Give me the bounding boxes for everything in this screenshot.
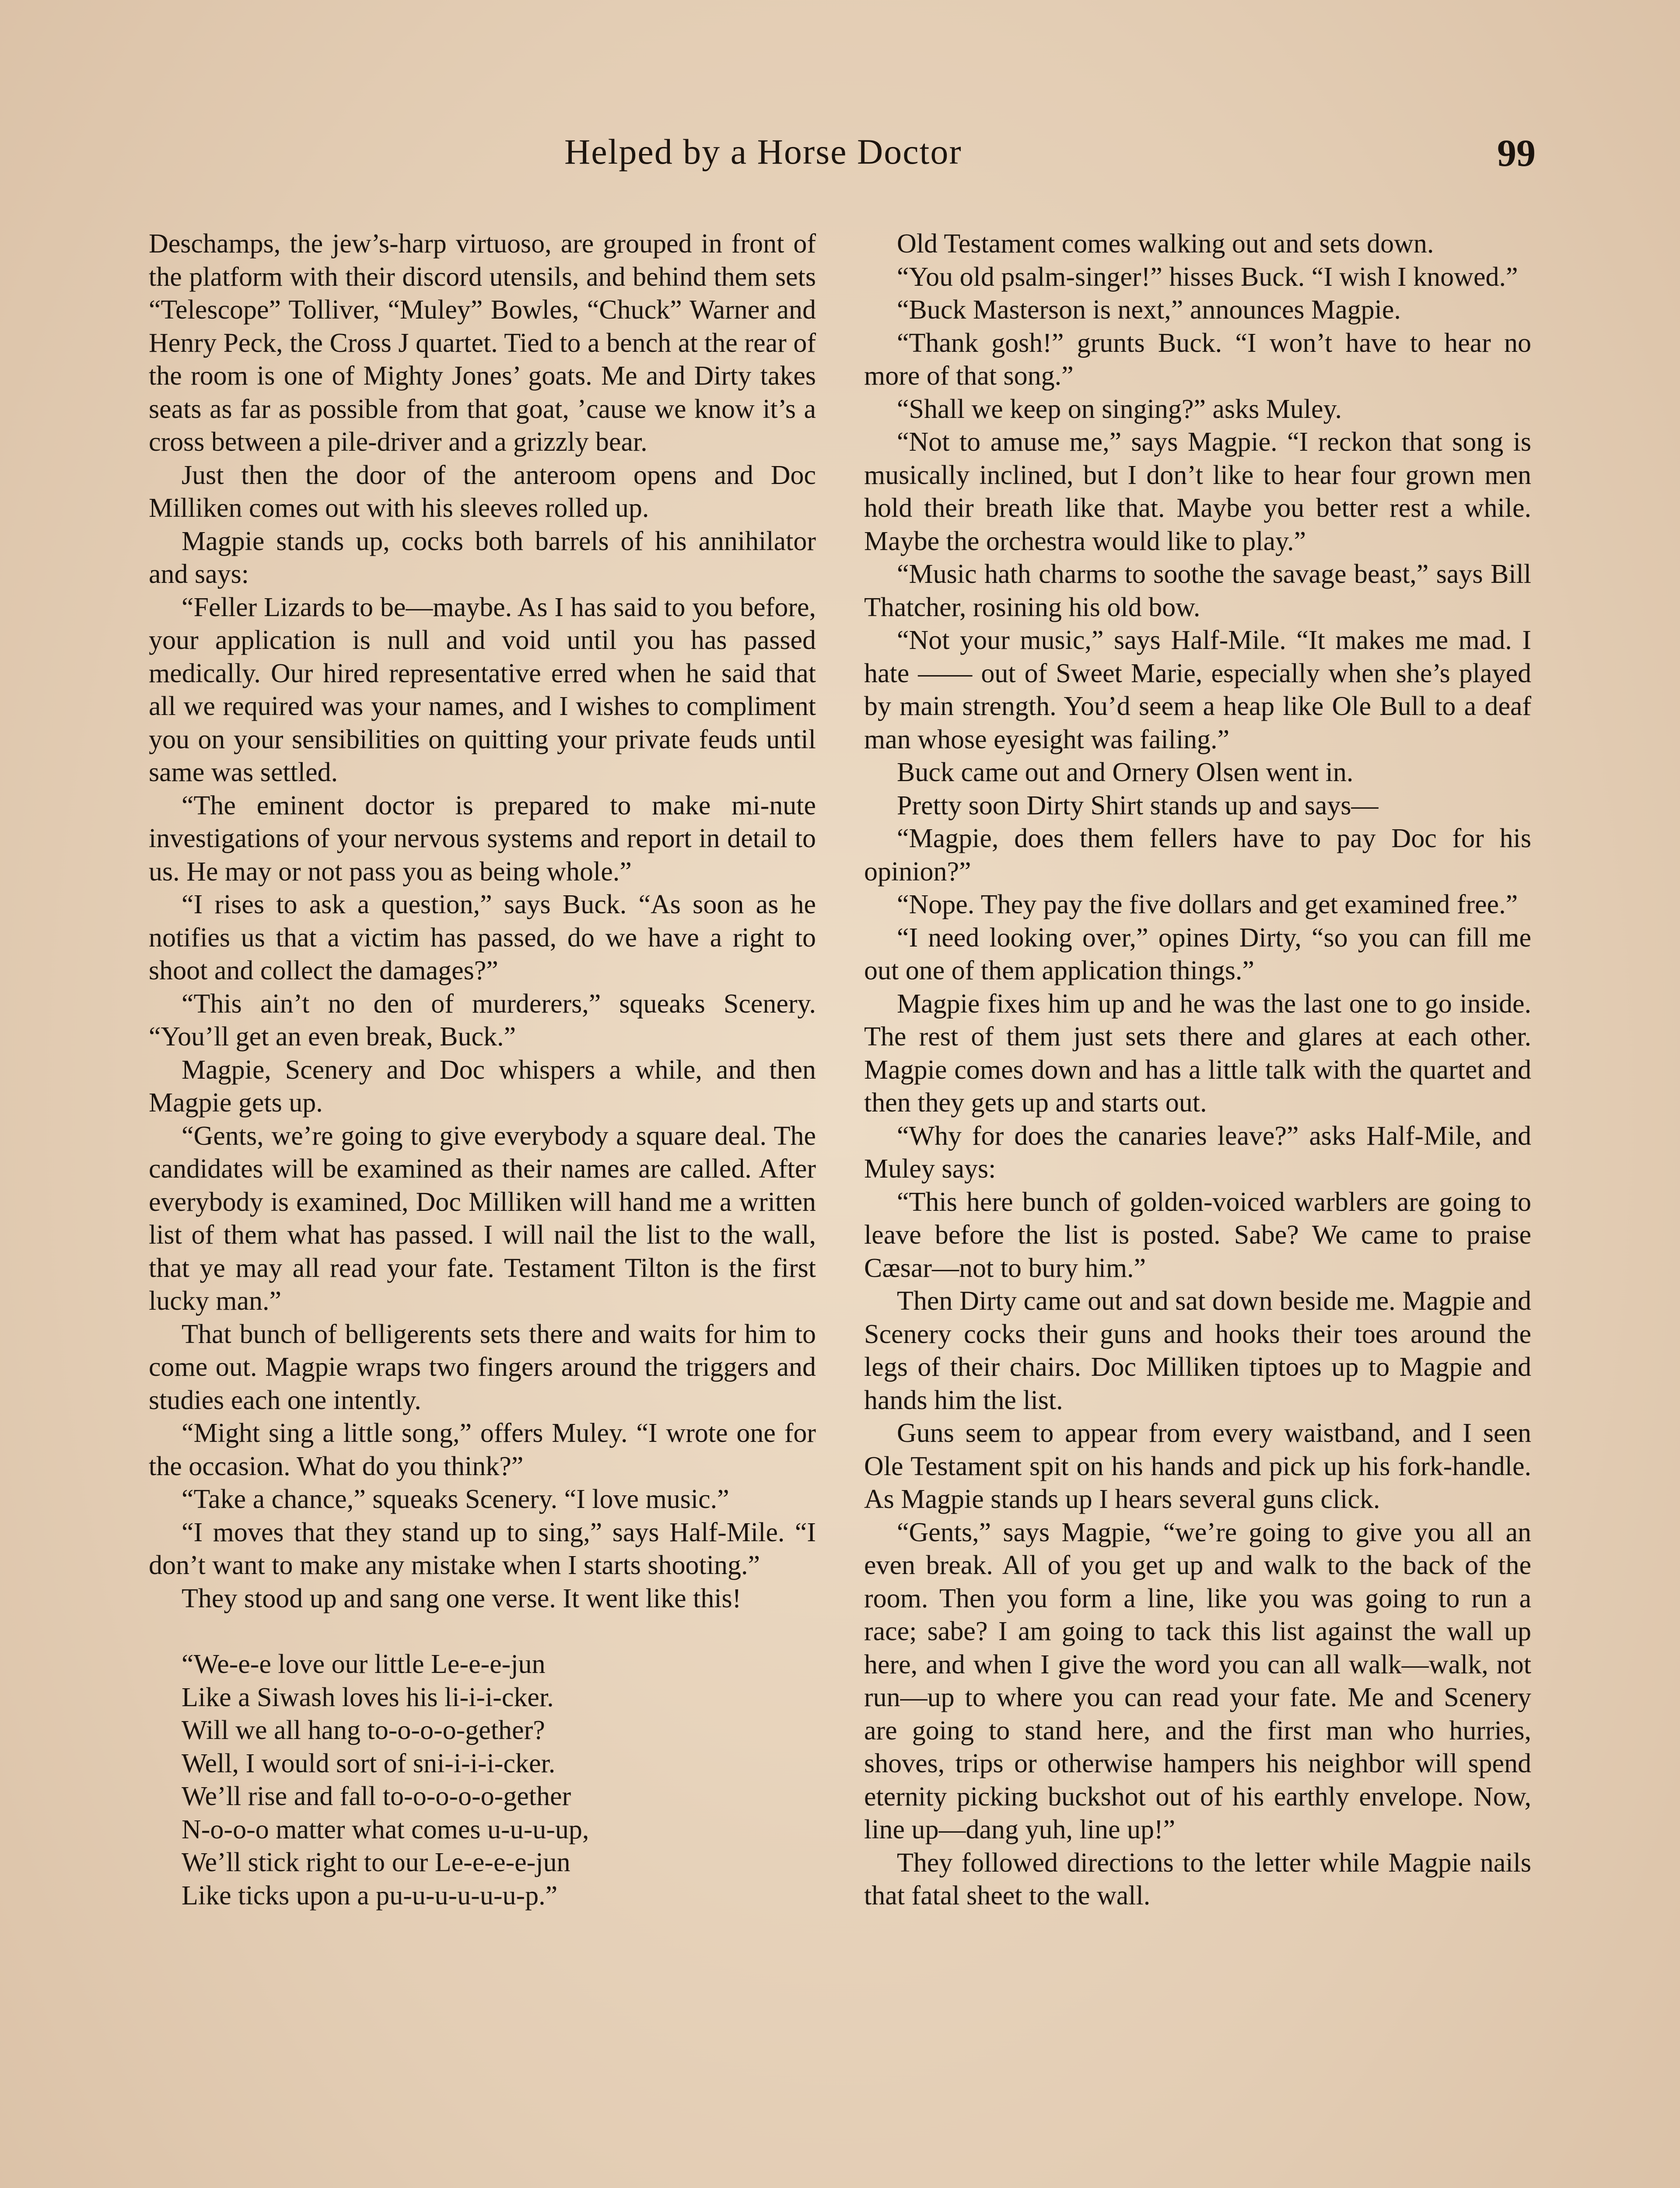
paragraph: “Magpie, does them fellers have to pay Doc for his opinion?”: [864, 824, 1531, 887]
paragraph: “Not to amuse me,” says Magpie. “I reckon that song is musically inclined, but I don’t like to hear four grown men hold their breath like that. Maybe you better rest a while. Maybe the orchestra would like to play.”: [864, 427, 1531, 556]
paragraph: “The eminent doctor is prepared to make mi-nute investigations of your nervous systems and report in detail to us. He may or not pass you as being whole.”: [149, 790, 816, 887]
paragraph: “I moves that they stand up to sing,” says Half-Mile. “I don’t want to make any mistake when I starts shooting.”: [149, 1517, 816, 1580]
paragraph: “Thank gosh!” grunts Buck. “I won’t have to hear no more of that song.”: [864, 328, 1531, 391]
right-column: [864, 228, 1531, 1913]
paragraph: Then Dirty came out and sat down beside me. Magpie and Scenery cocks their guns and hooks their toes around the legs of their chairs. Doc Milliken tiptoes up to Magpie and hands him the list.: [864, 1286, 1531, 1415]
verse-line: Like ticks upon a pu-u-u-u-u-u-p.”: [182, 1880, 558, 1911]
verse-line: Like a Siwash loves his li-i-i-cker.: [182, 1682, 554, 1712]
paragraph: They followed directions to the letter while Magpie nails that fatal sheet to the wall.: [864, 1848, 1531, 1911]
paragraph: Magpie stands up, cocks both barrels of his annihilator and says:: [149, 526, 816, 589]
paragraph: Pretty soon Dirty Shirt stands up and says—: [897, 790, 1379, 820]
paragraph: “I rises to ask a question,” says Buck. “As soon as he notifies us that a victim has passed, do we have a right to shoot and collect the damages?”: [149, 890, 816, 985]
verse-line: N-o-o-o matter what comes u-u-u-up,: [182, 1814, 589, 1844]
paragraph: “I need looking over,” opines Dirty, “so you can fill me out one of them application things.”: [864, 922, 1531, 985]
left-column: [149, 228, 816, 1912]
verse-line: We’ll stick right to our Le-e-e-e-jun: [182, 1848, 570, 1877]
paragraph: Deschamps, the jew’s-harp virtuoso, are grouped in front of the platform with their discord utensils, and behind them sets “Telescope” Tolliver, “Muley” Bowles, “Chuck” Warner and Henry Peck, the Cross J quartet. Tied to a bench at the rear of the room is one of Mighty Jones’ goats. Me and Dirty takes seats as far as possible from that goat, ’cause we know it’s a cross between a pile-driver and a grizzly bear.: [149, 229, 816, 457]
paragraph: “This ain’t no den of murderers,” squeaks Scenery. “You’ll get an even break, Buck.”: [149, 989, 816, 1052]
paragraph: “Take a chance,” squeaks Scenery. “I love music.”: [182, 1484, 729, 1514]
paragraph: “You old psalm-singer!” hisses Buck. “I wish I knowed.”: [897, 262, 1518, 292]
verse-line: Well, I would sort of sni-i-i-i-cker.: [182, 1748, 556, 1778]
paragraph: “This here bunch of golden-voiced warblers are going to leave before the list is posted. Sabe? We came to praise Cæsar—not to bury him.”: [864, 1187, 1531, 1283]
verse-line: “We-e-e love our little Le-e-e-jun: [182, 1649, 546, 1679]
paragraph: Guns seem to appear from every waistband, and I seen Ole Testament spit on his hands and pick up his fork-handle. As Magpie stands up I hears several guns click.: [864, 1418, 1531, 1514]
paragraph: “Feller Lizards to be—maybe. As I has said to you before, your application is null and void until you has passed medically. Our hired representative erred when he said that all we required was your names, and I wishes to compliment you on your sensibilities on quitting your private feuds until same was settled.: [149, 592, 816, 787]
paragraph: Old Testament comes walking out and sets down.: [897, 229, 1434, 259]
paragraph: “Might sing a little song,” offers Muley. “I wrote one for the occasion. What do you think?”: [149, 1418, 816, 1481]
paragraph: Magpie fixes him up and he was the last one to go inside. The rest of them just sets there and glares at each other. Magpie comes down and has a little talk with the quartet and then they gets up and starts out.: [864, 989, 1531, 1118]
page-number: 99: [1497, 132, 1536, 175]
paragraph: Magpie, Scenery and Doc whispers a while, and then Magpie gets up.: [149, 1055, 816, 1118]
paragraph: “Gents,” says Magpie, “we’re going to give you all an even break. All of you get up and walk to the back of the room. Then you form a line, like you was going to run a race; sabe? I am going to tack this list against the wall up here, and when I give the word you can all walk—walk, not run—up to where you can read your fate. Me and Scenery are going to stand here, and the first man who hurries, shoves, trips or otherwise hampers his neighbor will spend eternity picking buckshot out of his earthly envelope. Now, line up—dang yuh, line up!”: [864, 1517, 1531, 1844]
running-head: [0, 131, 1680, 184]
running-title: Helped by a Horse Doctor: [564, 132, 962, 172]
paragraph: “Gents, we’re going to give everybody a square deal. The candidates will be examined as their names are called. After everybody is examined, Doc Milliken will hand me a written list of them what has passed. I will nail the list to the wall, that ye may all read your fate. Testament Tilton is the first lucky man.”: [149, 1121, 816, 1316]
verse-line: We’ll rise and fall to-o-o-o-o-gether: [182, 1781, 571, 1811]
paragraph: “Shall we keep on singing?” asks Muley.: [897, 394, 1342, 424]
paragraph: “Buck Masterson is next,” announces Magpie.: [897, 295, 1401, 325]
paragraph: That bunch of belligerents sets there and waits for him to come out. Magpie wraps two fingers around the triggers and studies each one intently.: [149, 1319, 816, 1415]
verse-line: Will we all hang to-o-o-o-gether?: [182, 1715, 545, 1745]
paragraph: They stood up and sang one verse. It went like this!: [182, 1583, 742, 1613]
paragraph: Just then the door of the anteroom opens and Doc Milliken comes out with his sleeves rolled up.: [149, 460, 816, 523]
paragraph: “Not your music,” says Half-Mile. “It makes me mad. I hate —— out of Sweet Marie, especially when she’s played by main strength. You’d seem a heap like Ole Bull to a deaf man whose eyesight was failing.”: [864, 625, 1531, 754]
paragraph: “Nope. They pay the five dollars and get examined free.”: [897, 890, 1518, 919]
song-verse: [182, 1648, 816, 1912]
paragraph: “Music hath charms to soothe the savage beast,” says Bill Thatcher, rosining his old bow.: [864, 559, 1531, 622]
paragraph: Buck came out and Ornery Olsen went in.: [897, 757, 1354, 787]
paragraph: “Why for does the canaries leave?” asks Half-Mile, and Muley says:: [864, 1121, 1531, 1184]
